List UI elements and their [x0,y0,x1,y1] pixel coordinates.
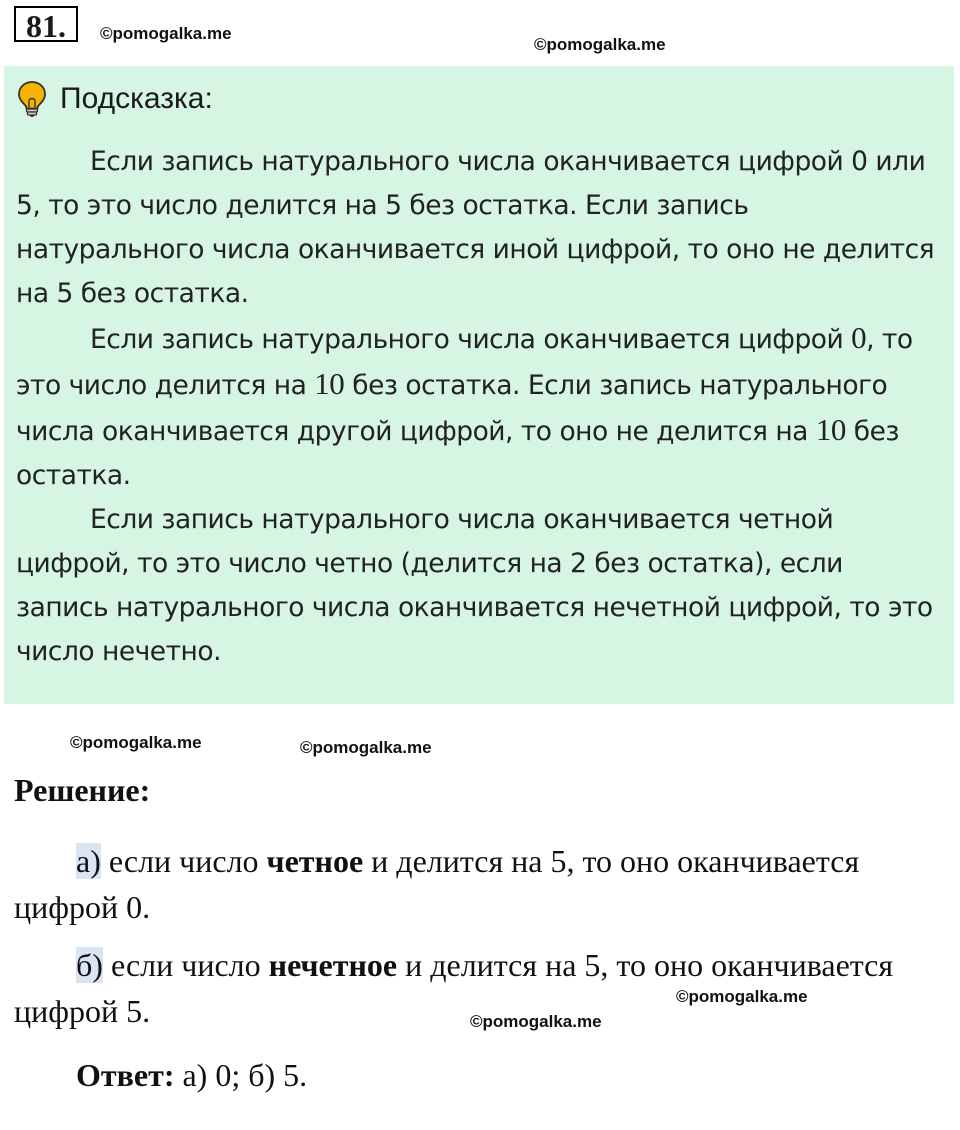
hint-paragraph-3: Если запись натурального числа оканчивается четной цифрой, то это число четно (делится на 2 без остатка), если запись натурального числа оканчивается нечетной цифрой, то это число нечетно. [16,504,933,667]
solution-item-b: б) если число нечетное и делится на 5, то оно оканчивается цифрой 5. [14,947,894,1029]
hint-paragraph-1: Если запись натурального числа оканчивается цифрой 0 или 5, то это число делится на 5 без остатка. Если запись натурального числа оканчивается иной цифрой, то оно не делится на 5 без остатка. [16,146,935,309]
solution-heading: Решение: [14,772,151,808]
watermark: ©pomogalka.me [534,35,666,54]
solution [14,770,944,1130]
answer-label: Ответ: [76,1057,175,1093]
lightbulb-icon [16,80,48,118]
watermark: ©pomogalka.me [70,733,202,752]
hint-paragraph-2: Если запись натурального числа оканчивается цифрой 0, то это число делится на 10 без остатка. Если запись натурального числа оканчивается другой цифрой, то оно не делится на 10 без остатка. [16,320,913,491]
watermark: ©pomogalka.me [300,738,432,757]
watermark: ©pomogalka.me [470,1012,602,1031]
hint-title-text: Подсказка: [60,82,213,115]
hint-title [16,80,940,118]
solution-item-a: а) если число четное и делится на 5, то оно оканчивается цифрой 0. [14,843,860,925]
watermark: ©pomogalka.me [676,987,808,1006]
hint-text [16,140,940,674]
watermark: ©pomogalka.me [100,24,232,43]
answer [14,1052,944,1098]
answer-value: а) 0; б) 5. [174,1057,308,1093]
item-label: а) [76,843,101,879]
item-label: б) [76,947,103,983]
task-number: 81. [14,6,78,42]
hint-box [4,66,954,704]
